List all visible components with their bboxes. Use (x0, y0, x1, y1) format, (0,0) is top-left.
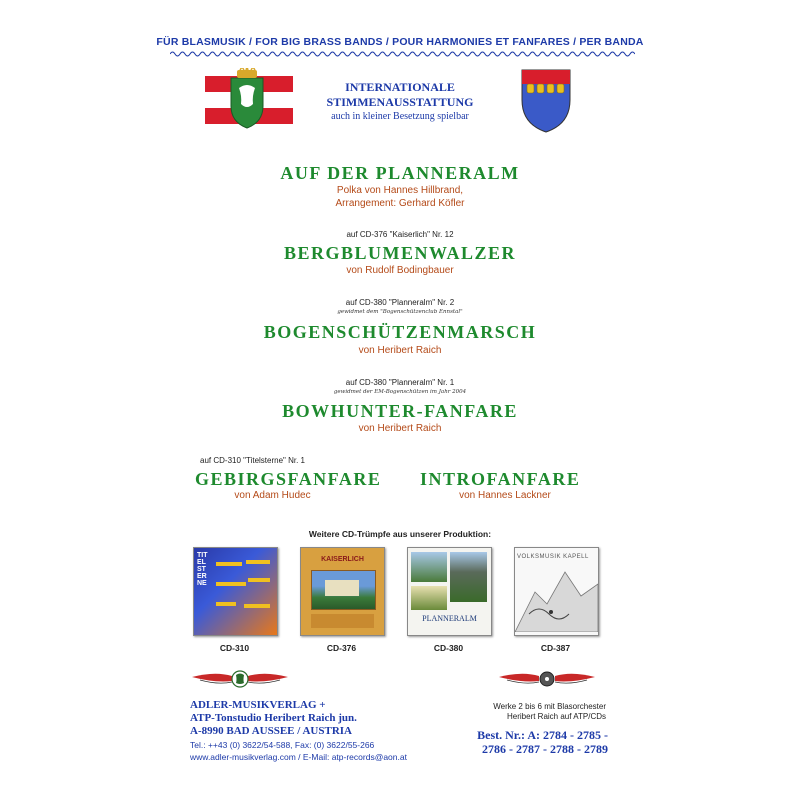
piece-dedication: gewidmet der EM-Bogenschützen im Jahr 2004 (333, 389, 467, 395)
piece-composer: von Adam Hudec (234, 490, 311, 501)
intl-line-2: STIMMENAUSSTATTUNG (326, 95, 474, 109)
tagline: FÜR BLASMUSIK / FOR BIG BRASS BANDS / POUR HARMONIES ET FANFARES / PER BANDA (156, 36, 644, 48)
works-note-2: Heribert Raich auf ATP/CDs (507, 712, 606, 721)
piece-composer: von Heribert Raich (358, 345, 442, 356)
cd-label: CD-310 (219, 643, 250, 653)
piece-title: GEBIRGSFANFARE (195, 469, 382, 489)
wavy-divider (170, 50, 635, 58)
piece-title: INTROFANFARE (420, 469, 581, 489)
piece-arranger: Arrangement: Gerhard Köfler (335, 198, 465, 209)
cd-cover-376 (300, 547, 385, 636)
intl-line-3: auch in kleiner Besetzung spielbar (331, 111, 469, 122)
atp-wing-logo-right (497, 669, 597, 689)
piece-cd-reference: auf CD-310 "Titelsterne" Nr. 1 (200, 456, 305, 465)
publisher-web-email: www.adler-musikverlag.com / E-Mail: atp-records@aon.at (190, 752, 407, 762)
piece-title: AUF DER PLANNERALM (280, 163, 520, 183)
piece-title: BOWHUNTER-FANFARE (282, 401, 518, 421)
cd-label: CD-387 (540, 643, 571, 653)
piece-cd-reference: auf CD-380 "Planneralm" Nr. 1 (345, 378, 455, 387)
piece-cd-reference: auf CD-376 "Kaiserlich" Nr. 12 (346, 230, 454, 239)
cd-cover-title: VOLKSMUSIK KAPELL (517, 554, 589, 560)
publisher-studio: ATP-Tonstudio Heribert Raich jun. (190, 712, 357, 724)
publisher-name: ADLER-MUSIKVERLAG + (190, 699, 326, 711)
cd-cover-title: PLANNERALM (422, 614, 477, 623)
cd-label: CD-380 (433, 643, 464, 653)
cd-cover-380 (407, 547, 492, 636)
piece-composer: von Heribert Raich (358, 423, 442, 434)
cd-cover-387 (514, 547, 599, 636)
cd-cover-title: KAISERLICH (321, 556, 364, 563)
piece-title: BERGBLUMENWALZER (283, 243, 517, 263)
publisher-address: A-8990 BAD AUSSEE / AUSTRIA (190, 725, 352, 737)
adler-wing-logo-left (190, 669, 290, 689)
piece-cd-reference: auf CD-380 "Planneralm" Nr. 2 (345, 298, 455, 307)
piece-composer: von Rudolf Bodingbauer (346, 265, 454, 276)
order-number: Best. Nr.: A: 2784 - 2785 - (477, 728, 608, 742)
cd-section-heading: Weitere CD-Trümpfe aus unserer Produktion: (308, 529, 492, 539)
publisher-phone: Tel.: ++43 (0) 3622/54-588, Fax: (0) 3622/55-266 (190, 740, 375, 750)
international-parts-box (300, 80, 500, 124)
coat-of-arms-icon (520, 68, 572, 134)
cd-label: CD-376 (326, 643, 357, 653)
cd-cover-310 (193, 547, 278, 636)
piece-composer: Polka von Hannes Hillbrand, (336, 185, 464, 196)
cd-cover-title: TITELSTERNE (197, 552, 208, 587)
piece-composer: von Hannes Lackner (459, 490, 551, 501)
intl-line-1: INTERNATIONALE (345, 80, 455, 94)
piece-dedication: gewidmet dem "Bogenschützenclub Ennstal" (337, 309, 463, 315)
order-number-2: 2786 - 2787 - 2788 - 2789 (482, 742, 608, 756)
styria-flag-emblem (205, 68, 293, 134)
piece-title: BOGENSCHÜTZENMARSCH (263, 322, 537, 342)
works-note: Werke 2 bis 6 mit Blasorchester (493, 702, 606, 711)
